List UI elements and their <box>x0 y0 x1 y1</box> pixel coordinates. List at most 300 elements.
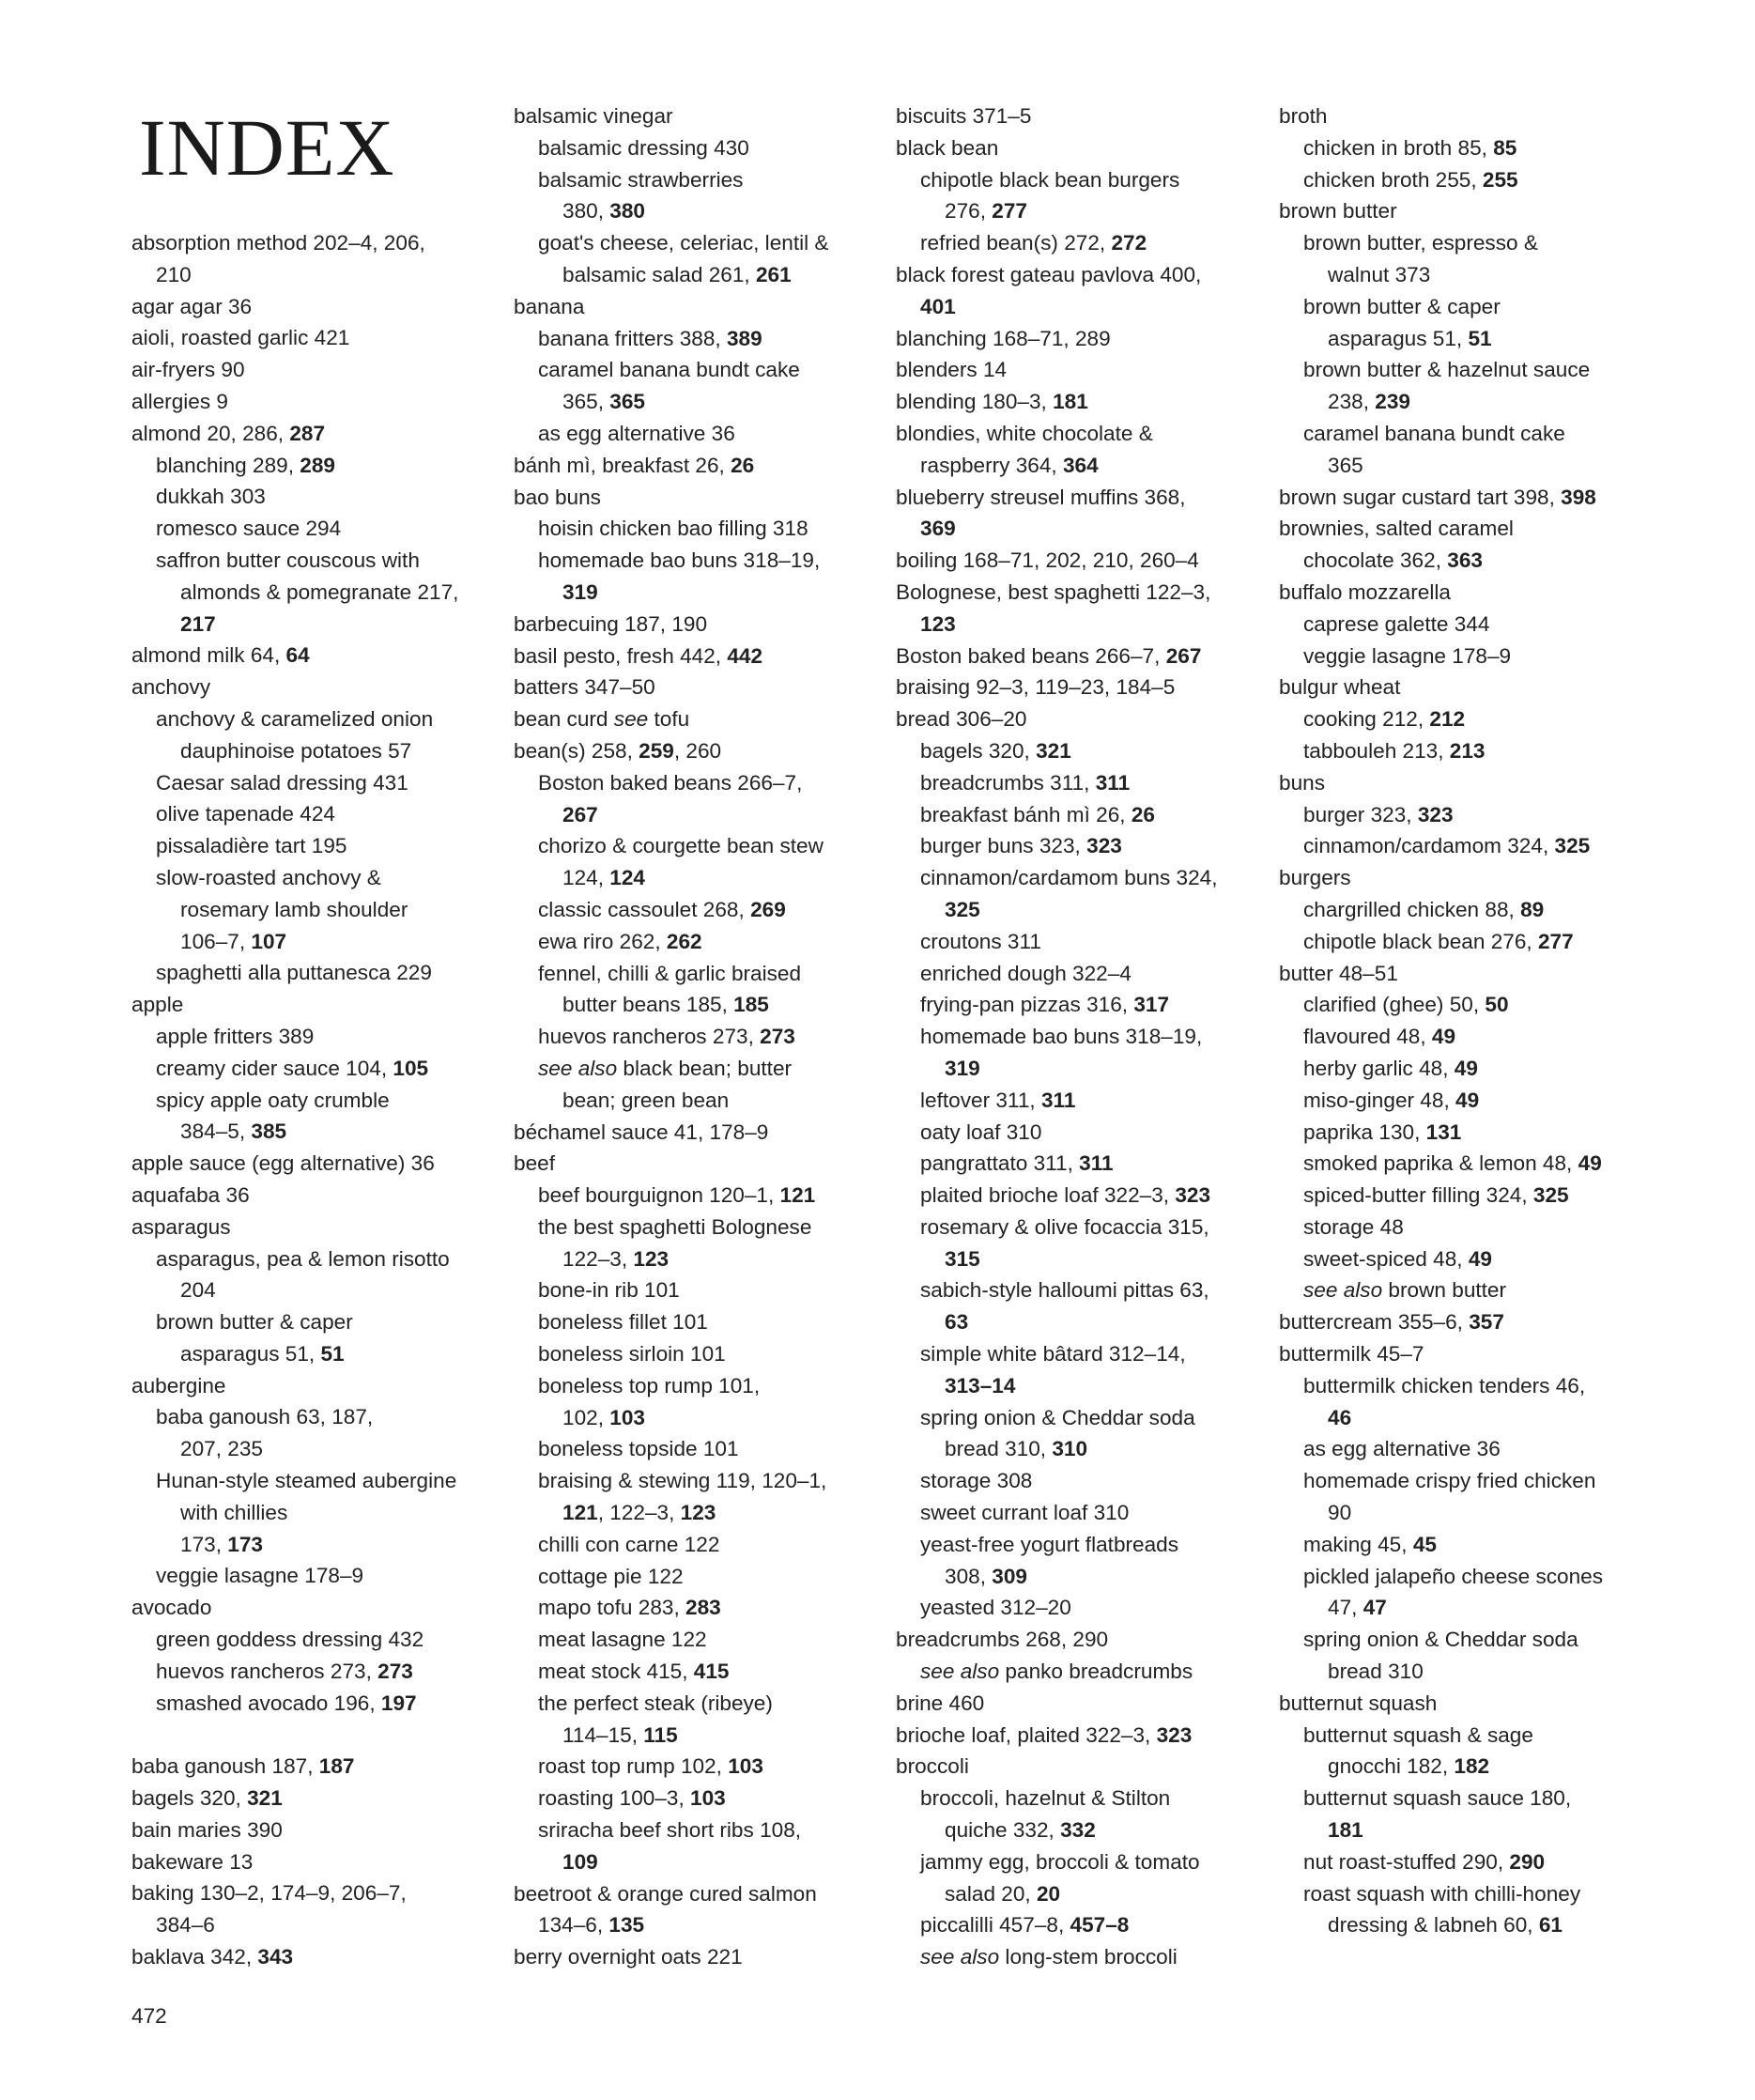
index-entry <box>896 386 1271 418</box>
index-subentry <box>514 1751 889 1783</box>
entry-text: sabich-style halloumi pittas 63, <box>920 1278 1209 1303</box>
index-subentry <box>514 1497 889 1529</box>
entry-text: air-fryers 90 <box>131 358 245 382</box>
entry-text: aubergine <box>131 1373 226 1397</box>
index-subentry <box>131 1497 507 1529</box>
entry-text: bánh mì, breakfast 26, <box>514 453 731 477</box>
index-subentry <box>1279 1909 1655 1941</box>
page-ref-bold: 364 <box>1062 453 1099 477</box>
cross-ref-label: see <box>613 707 649 732</box>
index-subentry <box>1279 735 1655 767</box>
entry-text: brownies, salted caramel <box>1279 517 1514 541</box>
page-ref-bold: 105 <box>393 1056 429 1080</box>
entry-text: , 260 <box>673 738 722 763</box>
index-entry <box>131 672 507 703</box>
entry-text: mapo tofu 283, <box>538 1596 686 1620</box>
page-ref-bold: 401 <box>920 294 956 318</box>
entry-text: brine 460 <box>896 1691 985 1715</box>
page-ref-bold: 185 <box>733 993 769 1017</box>
page-ref-bold: 319 <box>562 579 598 604</box>
entry-text: cinnamon/cardamom 324, <box>1303 834 1555 858</box>
entry-text: romesco sauce 294 <box>156 517 342 541</box>
page-ref-bold: 123 <box>920 611 956 636</box>
index-subentry <box>1279 1624 1655 1656</box>
entry-text: cooking 212, <box>1303 707 1430 732</box>
index-subentry <box>1279 1814 1655 1846</box>
index-subentry <box>896 1561 1271 1593</box>
index-subentry <box>514 1306 889 1338</box>
entry-text: bean curd <box>514 707 614 732</box>
entry-text: with chillies <box>180 1500 288 1524</box>
index-subentry <box>131 798 507 830</box>
index-entry <box>514 609 889 641</box>
entry-text: burger buns 323, <box>920 834 1087 858</box>
index-subentry <box>896 1529 1271 1561</box>
entry-text: chipotle black bean burgers <box>920 167 1180 192</box>
entry-text: boneless topside 101 <box>538 1437 739 1461</box>
entry-text: apple fritters 389 <box>156 1024 315 1048</box>
entry-text: chilli con carne 122 <box>538 1532 720 1556</box>
index-subentry <box>896 799 1271 831</box>
entry-text: chicken in broth 85, <box>1303 135 1494 160</box>
page-ref-bold: 121 <box>779 1183 816 1208</box>
page-ref-bold: 311 <box>1095 770 1131 795</box>
page-ref-bold: 321 <box>247 1786 283 1811</box>
index-column-3 <box>896 100 1271 1973</box>
page-number: 472 <box>131 2004 167 2028</box>
cross-ref-label: see also <box>920 1945 1000 1969</box>
entry-text: beef <box>514 1151 555 1176</box>
page-ref-bold: 442 <box>727 643 763 668</box>
entry-text: agar agar 36 <box>131 294 253 318</box>
page-ref-bold: 181 <box>1053 390 1088 414</box>
entry-text: caramel banana bundt cake <box>1303 421 1565 445</box>
entry-text: chipotle black bean 276, <box>1303 929 1538 953</box>
page-ref-bold: 197 <box>380 1691 417 1715</box>
entry-text: 384–6 <box>156 1913 215 1938</box>
index-entry <box>131 1814 507 1846</box>
index-subentry <box>1279 1180 1655 1212</box>
page-ref-bold: 269 <box>750 897 786 921</box>
index-entry <box>514 450 889 482</box>
entry-text: butternut squash & sage <box>1303 1722 1533 1747</box>
entry-text: dukkah 303 <box>156 485 266 509</box>
page-ref-bold: 103 <box>609 1405 645 1429</box>
index-entry <box>514 482 889 514</box>
entry-text: 207, 235 <box>180 1437 263 1461</box>
section-spacer <box>131 1719 507 1751</box>
entry-text: berry overnight oats 221 <box>514 1945 743 1969</box>
entry-text: avocado <box>131 1596 212 1620</box>
entry-text: bone-in rib 101 <box>538 1278 680 1303</box>
page-ref-bold: 26 <box>1131 802 1155 826</box>
page-ref-bold: 309 <box>992 1564 1027 1588</box>
entry-text: butter beans 185, <box>562 993 734 1017</box>
entry-text: almonds & pomegranate 217, <box>180 579 459 604</box>
entry-text: boneless fillet 101 <box>538 1310 708 1335</box>
index-subentry <box>1279 1117 1655 1149</box>
entry-text: butternut squash <box>1279 1691 1438 1715</box>
index-entry <box>1279 767 1655 799</box>
index-subentry <box>1279 1878 1655 1910</box>
index-subentry <box>131 735 507 767</box>
entry-text: as egg alternative 36 <box>538 421 735 445</box>
index-subentry <box>514 767 889 799</box>
entry-text: braising 92–3, 119–23, 184–5 <box>896 675 1176 700</box>
index-entry <box>131 418 507 450</box>
entry-text: broccoli, hazelnut & Stilton <box>920 1786 1171 1811</box>
page-ref-bold: 123 <box>633 1246 670 1271</box>
index-subentry <box>896 1212 1271 1243</box>
index-entry <box>896 354 1271 386</box>
index-subentry <box>896 1433 1271 1465</box>
entry-text: almond milk 64, <box>131 643 286 668</box>
entry-text: walnut 373 <box>1328 262 1431 286</box>
page-ref-bold: 273 <box>760 1025 795 1049</box>
page-ref-bold: 272 <box>1111 231 1147 255</box>
index-subentry <box>896 1021 1271 1053</box>
entry-text: batters 347–50 <box>514 675 655 700</box>
page-ref-bold: 369 <box>920 517 956 541</box>
index-column-2 <box>514 100 889 1973</box>
page-ref-bold: 267 <box>1165 643 1202 668</box>
index-subentry <box>1279 545 1655 577</box>
index-subentry <box>514 132 889 164</box>
page-ref-bold: 332 <box>1060 1818 1096 1843</box>
entry-text: nut roast-stuffed 290, <box>1303 1849 1510 1874</box>
page-ref-bold: 173 <box>227 1532 263 1556</box>
index-subentry <box>896 1117 1271 1149</box>
index-subentry <box>1279 1212 1655 1243</box>
index-subentry <box>131 1909 507 1941</box>
entry-text: miso-ginger 48, <box>1303 1088 1455 1112</box>
entry-text: absorption method 202–4, 206, <box>131 231 425 255</box>
entry-text: storage 308 <box>920 1469 1033 1493</box>
page-ref-bold: 107 <box>251 929 287 953</box>
entry-text: breakfast bánh mì 26, <box>920 802 1132 826</box>
index-entry <box>896 672 1271 703</box>
index-subentry <box>896 1370 1271 1402</box>
entry-text: broth <box>1279 104 1328 128</box>
entry-text: bain maries 390 <box>131 1817 283 1842</box>
entry-text: veggie lasagne 178–9 <box>156 1564 364 1588</box>
index-subentry <box>514 958 889 990</box>
entry-text: Boston baked beans 266–7, <box>538 770 803 795</box>
index-subentry <box>514 1561 889 1593</box>
entry-text: chorizo & courgette bean stew <box>538 834 824 858</box>
page-ref-bold: 357 <box>1469 1310 1504 1335</box>
index-entry <box>896 1720 1271 1752</box>
page-ref-bold: 181 <box>1328 1818 1363 1843</box>
page-ref-bold: 289 <box>300 453 335 477</box>
entry-text: slow-roasted anchovy & <box>156 865 381 889</box>
index-subentry <box>514 1053 889 1085</box>
page-ref-bold: 49 <box>1455 1088 1480 1112</box>
entry-text: oaty loaf 310 <box>920 1119 1042 1144</box>
entry-text: baba ganoush 187, <box>131 1754 319 1779</box>
index-entry <box>131 291 507 323</box>
index-subentry <box>131 1560 507 1592</box>
page-ref-bold: 51 <box>1468 326 1492 350</box>
entry-text: balsamic strawberries <box>538 167 744 192</box>
entry-text: baking 130–2, 174–9, 206–7, <box>131 1881 407 1906</box>
index-subentry <box>514 1243 889 1275</box>
entry-text: simple white bâtard 312–14, <box>920 1342 1186 1367</box>
index-subentry <box>1279 1085 1655 1117</box>
page-ref-bold: 259 <box>639 738 674 763</box>
index-subentry <box>514 323 889 355</box>
index-subentry <box>131 862 507 894</box>
entry-text: basil pesto, fresh 442, <box>514 643 728 668</box>
index-entry <box>131 322 507 354</box>
index-entry <box>896 1624 1271 1656</box>
entry-text: 47, <box>1328 1596 1363 1620</box>
entry-text: spicy apple oaty crumble <box>156 1088 390 1112</box>
entry-text: 102, <box>562 1405 610 1429</box>
index-subentry <box>131 450 507 482</box>
entry-text: buttermilk 45–7 <box>1279 1342 1424 1367</box>
index-subentry <box>1279 1656 1655 1688</box>
page-ref-bold: 287 <box>289 421 326 445</box>
entry-text: bean(s) 258, <box>514 738 639 763</box>
index-entry <box>131 1592 507 1624</box>
entry-text: leftover 311, <box>920 1088 1041 1112</box>
index-subentry <box>131 1053 507 1085</box>
index-entry <box>514 641 889 672</box>
page-ref-bold: 325 <box>1554 834 1591 858</box>
index-subentry <box>131 577 507 609</box>
index-subentry <box>514 830 889 862</box>
entry-text: green goddess dressing 432 <box>156 1628 424 1652</box>
entry-text: sweet currant loaf 310 <box>920 1501 1130 1525</box>
entry-text: raspberry 364, <box>920 453 1063 477</box>
entry-text: bao buns <box>514 485 601 509</box>
entry-text: 204 <box>180 1278 216 1303</box>
entry-text: Caesar salad dressing 431 <box>156 770 408 795</box>
page-ref-bold: 267 <box>562 802 598 826</box>
entry-text: bread 310, <box>945 1437 1053 1461</box>
entry-text: brown butter & caper <box>156 1310 353 1335</box>
index-subentry <box>514 1338 889 1370</box>
index-entry <box>514 291 889 323</box>
index-subentry <box>1279 1465 1655 1497</box>
entry-text: spring onion & Cheddar soda <box>1303 1628 1578 1652</box>
index-subentry <box>896 1909 1271 1941</box>
entry-text: 122–3, <box>562 1246 634 1271</box>
entry-text: bulgur wheat <box>1279 675 1401 700</box>
entry-text: balsamic vinegar <box>514 104 673 128</box>
index-subentry <box>514 1592 889 1624</box>
entry-text: dauphinoise potatoes 57 <box>180 738 412 763</box>
index-entry <box>1279 1338 1655 1370</box>
entry-text: béchamel sauce 41, 178–9 <box>514 1119 769 1144</box>
entry-text: brown butter <box>1382 1278 1507 1303</box>
entry-text: the best spaghetti Bolognese <box>538 1214 812 1239</box>
page-ref-bold: 61 <box>1538 1913 1563 1938</box>
index-subentry <box>514 577 889 609</box>
index-entry <box>514 672 889 703</box>
index-subentry <box>131 1401 507 1433</box>
entry-text: paprika 130, <box>1303 1119 1426 1144</box>
entry-text: black bean; butter <box>617 1056 793 1080</box>
page-ref-bold: 123 <box>680 1501 716 1525</box>
index-subentry <box>1279 1021 1655 1053</box>
index-subentry <box>1279 703 1655 735</box>
entry-text: yeast-free yogurt flatbreads <box>920 1532 1179 1556</box>
entry-text: creamy cider sauce 104, <box>156 1056 393 1080</box>
index-entry <box>1279 1688 1655 1720</box>
entry-text: 384–5, <box>180 1119 252 1144</box>
entry-text: buttermilk chicken tenders 46, <box>1303 1373 1586 1397</box>
page-ref-bold: 310 <box>1052 1437 1088 1461</box>
index-subentry <box>514 1656 889 1688</box>
index-subentry <box>1279 641 1655 672</box>
page-ref-bold: 26 <box>731 453 755 477</box>
index-subentry <box>1279 1720 1655 1752</box>
index-entry <box>1279 482 1655 514</box>
entry-text: long-stem broccoli <box>999 1945 1178 1969</box>
index-subentry <box>1279 1846 1655 1878</box>
index-subentry <box>1279 259 1655 291</box>
page-ref-bold: 311 <box>1079 1151 1114 1176</box>
entry-text: jammy egg, broccoli & tomato <box>920 1849 1200 1874</box>
entry-text: clarified (ghee) 50, <box>1303 993 1486 1017</box>
entry-text: storage 48 <box>1303 1214 1404 1239</box>
entry-text: piccalilli 457–8, <box>920 1913 1070 1938</box>
entry-text: roasting 100–3, <box>538 1786 691 1811</box>
entry-text: bread 306–20 <box>896 707 1027 732</box>
index-entry <box>514 100 889 132</box>
index-entry <box>896 132 1271 164</box>
entry-text: enriched dough 322–4 <box>920 961 1132 985</box>
index-subentry <box>131 1243 507 1275</box>
page-ref-bold: 365 <box>609 390 645 414</box>
index-subentry <box>896 1085 1271 1117</box>
page-ref-bold: 290 <box>1509 1849 1546 1874</box>
index-entry <box>896 577 1271 609</box>
index-entry <box>896 323 1271 355</box>
entry-text: cottage pie 122 <box>538 1564 684 1588</box>
index-entry <box>131 1877 507 1909</box>
index-subentry <box>514 1021 889 1053</box>
entry-text: 173, <box>180 1532 228 1556</box>
index-subentry <box>1279 450 1655 482</box>
entry-text: quiche 332, <box>945 1818 1061 1843</box>
index-subentry <box>131 1338 507 1370</box>
index-subentry <box>131 926 507 958</box>
entry-text: baklava 342, <box>131 1945 258 1969</box>
index-entry <box>131 1941 507 1973</box>
index-subentry <box>514 418 889 450</box>
page-ref-bold: 283 <box>685 1596 721 1620</box>
entry-text: broccoli <box>896 1754 969 1779</box>
index-subentry <box>896 1941 1271 1973</box>
index-subentry <box>131 767 507 799</box>
entry-text: blanching 289, <box>156 453 300 477</box>
index-subentry <box>896 1243 1271 1275</box>
entry-text: olive tapenade 424 <box>156 802 335 826</box>
entry-text: meat stock 415, <box>538 1660 694 1684</box>
entry-text: 365, <box>562 390 610 414</box>
entry-text: 134–6, <box>538 1913 609 1938</box>
index-subentry <box>131 703 507 735</box>
entry-text: chocolate 362, <box>1303 548 1448 573</box>
index-entry <box>131 1751 507 1783</box>
index-subentry <box>514 1212 889 1243</box>
entry-text: boiling 168–71, 202, 210, 260–4 <box>896 548 1199 573</box>
index-subentry <box>1279 1370 1655 1402</box>
entry-text: baba ganoush 63, 187, <box>156 1405 374 1429</box>
page-ref-bold: 277 <box>1537 929 1574 953</box>
entry-text: pangrattato 311, <box>920 1151 1080 1176</box>
entry-text: blueberry streusel muffins 368, <box>896 485 1186 509</box>
entry-text: apple <box>131 993 184 1017</box>
page-ref-bold: 124 <box>609 866 645 890</box>
page-ref-bold: 323 <box>1156 1722 1193 1747</box>
index-entry <box>131 989 507 1021</box>
page-ref-bold: 457–8 <box>1070 1913 1130 1938</box>
index-subentry <box>896 609 1271 641</box>
index-entry <box>131 1148 507 1180</box>
index-subentry <box>514 1529 889 1561</box>
index-subentry <box>1279 354 1655 386</box>
page-ref-bold: 313–14 <box>945 1373 1016 1397</box>
entry-text: breadcrumbs 268, 290 <box>896 1628 1109 1652</box>
entry-text: 114–15, <box>562 1722 644 1747</box>
entry-text: smoked paprika & lemon 48, <box>1303 1151 1578 1176</box>
page-ref-bold: 135 <box>608 1913 645 1938</box>
index-entry <box>896 1751 1271 1783</box>
page-ref-bold: 363 <box>1447 548 1483 573</box>
page-ref-bold: 343 <box>257 1945 294 1969</box>
index-subentry <box>1279 132 1655 164</box>
index-subentry <box>514 1688 889 1720</box>
entry-text: rosemary lamb shoulder <box>180 897 408 921</box>
page-ref-bold: 261 <box>755 262 792 286</box>
page-ref-bold: 51 <box>320 1341 345 1366</box>
index-subentry <box>896 291 1271 323</box>
index-subentry <box>514 1720 889 1752</box>
entry-text: breadcrumbs 311, <box>920 770 1096 795</box>
index-subentry <box>896 1148 1271 1180</box>
page-ref-bold: 49 <box>1468 1246 1492 1271</box>
entry-text: bread 310 <box>1328 1660 1424 1684</box>
entry-text: brown butter <box>1279 199 1397 224</box>
entry-text: gnocchi 182, <box>1328 1754 1455 1779</box>
index-subentry <box>514 259 889 291</box>
page-ref-bold: 103 <box>690 1786 726 1811</box>
entry-text: blondies, white chocolate & <box>896 421 1153 445</box>
index-subentry <box>896 830 1271 862</box>
entry-text: homemade crispy fried chicken <box>1303 1469 1596 1493</box>
entry-text: almond 20, 286, <box>131 421 290 445</box>
entry-text: veggie lasagne 178–9 <box>1303 643 1512 668</box>
entry-text: banana fritters 388, <box>538 326 727 350</box>
index-entry <box>896 418 1271 450</box>
index-subentry <box>131 481 507 513</box>
index-entry <box>514 1878 889 1910</box>
entry-text: spaghetti alla puttanesca 229 <box>156 961 432 985</box>
entry-text: frying-pan pizzas 316, <box>920 993 1134 1017</box>
entry-text: roast squash with chilli-honey <box>1303 1881 1581 1906</box>
page-ref-bold: 109 <box>562 1849 598 1874</box>
entry-text: balsamic dressing 430 <box>538 135 749 160</box>
page-ref-bold: 273 <box>377 1659 413 1683</box>
index-subentry <box>514 1465 889 1497</box>
index-subentry <box>1279 799 1655 831</box>
index-subentry <box>514 1814 889 1846</box>
entry-text: 210 <box>156 262 192 286</box>
